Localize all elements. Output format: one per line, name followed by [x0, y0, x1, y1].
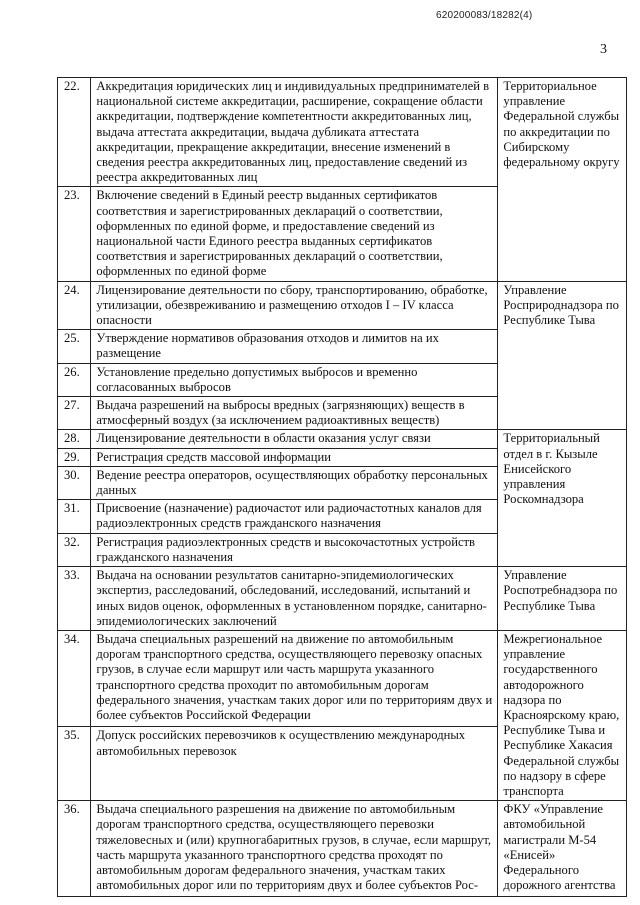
- table-row: [58, 281, 627, 330]
- row-number: 29.: [58, 448, 91, 466]
- service-description: Регистрация радиоэлектронных средств и высокочастотных устройств гражданского назначения: [91, 533, 498, 566]
- service-description: Выдача разрешений на выбросы вредных (загрязняющих) веществ в атмосферный воздух (за исключением радиоактивных веществ): [91, 397, 498, 430]
- row-number: 30.: [58, 466, 91, 499]
- service-description: Установление предельно допустимых выбросов и временно согласованных выбросов: [91, 363, 498, 396]
- responsible-agency: Управление Росприроднадзора по Республике Тыва: [498, 281, 627, 430]
- row-number: 24.: [58, 281, 91, 330]
- services-table: [57, 77, 627, 897]
- table-row: [58, 430, 627, 448]
- page-number: 3: [600, 42, 607, 57]
- service-description: Регистрация средств массовой информации: [91, 448, 498, 466]
- row-number: 28.: [58, 430, 91, 448]
- row-number: 33.: [58, 567, 91, 631]
- table-row: [58, 630, 627, 726]
- table-row: [58, 801, 627, 897]
- row-number: 31.: [58, 500, 91, 533]
- table-row: [58, 567, 627, 631]
- responsible-agency: ФКУ «Управление автомобильной магистрали М-54 «Енисей» Федерального дорожного агентства: [498, 801, 627, 897]
- row-number: 36.: [58, 801, 91, 897]
- service-description: Аккредитация юридических лиц и индивидуальных предпринимателей в национальной системе аккредитации, расширение, сокращение области аккредитации, подтверждение компетентности аккредитованных лиц, выдача аттестата аккредитации, выдача дубликата аттестата аккредитации, прекращение аккредитации, внесение изменений в сведения реестра аккредитованных лиц, предоставление сведений из реестра аккредитованных лиц: [91, 78, 498, 187]
- service-description: Присвоение (назначение) радиочастот или радиочастотных каналов для радиоэлектронных средств гражданского назначения: [91, 500, 498, 533]
- service-description: Выдача на основании результатов санитарно-эпидемиологических экспертиз, расследований, обследований, исследований, испытаний и иных видов оценок, оформленных в установленном порядке, санитарно-эпидемиологических заключений: [91, 567, 498, 631]
- row-number: 27.: [58, 397, 91, 430]
- responsible-agency: Территориальный отдел в г. Кызыле Енисейского управления Роскомнадзора: [498, 430, 627, 567]
- responsible-agency: Межрегиональное управление государственного автодорожного надзора по Красноярскому краю, Республике Тыва и Республике Хакасия Федеральной службы по надзору в сфере транспорта: [498, 630, 627, 800]
- service-description: Включение сведений в Единый реестр выданных сертификатов соответствия и зарегистрированных деклараций о соответствии, оформленных по единой форме, и предоставление сведений из национальной части Единого реестра выданных сертификатов соответствия и зарегистрированных деклараций о соответствии, оформленных по единой форме: [91, 187, 498, 281]
- service-description: Ведение реестра операторов, осуществляющих обработку персональных данных: [91, 466, 498, 499]
- responsible-agency: Управление Роспотребнадзора по Республике Тыва: [498, 567, 627, 631]
- responsible-agency: Территориальное управление Федеральной службы по аккредитации по Сибирскому федеральному округу: [498, 78, 627, 282]
- row-number: 32.: [58, 533, 91, 566]
- row-number: 35.: [58, 727, 91, 801]
- row-number: 22.: [58, 78, 91, 187]
- row-number: 23.: [58, 187, 91, 281]
- document-id: 620200083/18282(4): [436, 10, 533, 21]
- service-description: Утверждение нормативов образования отходов и лимитов на их размещение: [91, 330, 498, 363]
- row-number: 34.: [58, 630, 91, 726]
- row-number: 25.: [58, 330, 91, 363]
- row-number: 26.: [58, 363, 91, 396]
- service-description: Лицензирование деятельности по сбору, транспортированию, обработке, утилизации, обезвреживанию и размещению отходов I – IV класса опасности: [91, 281, 498, 330]
- table-row: [58, 78, 627, 187]
- service-description: Выдача специального разрешения на движение по автомобильным дорогам транспортного средства, осуществляющего перевозки тяжеловесных и (или) крупногабаритных грузов, в случае, если маршрут, часть маршрута указанного транспортного средства проходят по автомобильным дорогам федерального значения, участкам таких автомобильных дорог или по территориям двух и более субъектов Рос-: [91, 801, 498, 897]
- service-description: Допуск российских перевозчиков к осуществлению международных автомобильных перевозок: [91, 727, 498, 801]
- service-description: Лицензирование деятельности в области оказания услуг связи: [91, 430, 498, 448]
- service-description: Выдача специальных разрешений на движение по автомобильным дорогам транспортного средства, осуществляющего перевозку опасных грузов, в случае если маршрут или часть маршрута указанного транспортного средства проходит по автомобильным дорогам федерального значения, участкам таких дорог или по территориям двух и более субъектов Российской Федерации: [91, 630, 498, 726]
